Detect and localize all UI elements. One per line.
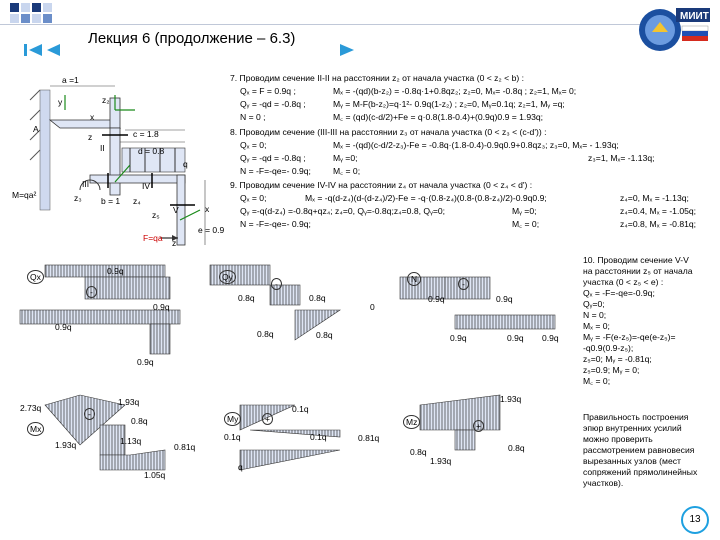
deco-square: [32, 3, 41, 12]
note-line: участков).: [583, 478, 624, 488]
mz-v4: 0.8q: [508, 443, 525, 453]
qy-v5: 0: [370, 302, 375, 312]
label-z5: z₅: [152, 210, 160, 220]
label-z-end: z: [172, 238, 177, 248]
university-logo-icon: [632, 2, 714, 54]
note-line: сопряжений прямолинейных: [583, 467, 698, 477]
label-IV: IV: [142, 181, 151, 191]
eq-qy-2: Qᵧ = -qd = -0.8q ;: [240, 99, 306, 109]
deco-square: [21, 14, 30, 23]
my-v4: 0.81q: [358, 433, 380, 443]
frame-diagram: [10, 70, 225, 255]
sign-minus: -: [458, 278, 469, 290]
dim-a: a =1: [62, 75, 79, 85]
label-II: II: [100, 143, 105, 153]
label-y1: y: [58, 97, 63, 107]
side-line: N = 0;: [583, 310, 607, 320]
eq-n-4: N = -F=-qe=- 0.9q;: [240, 219, 311, 229]
eq-mx-3: Mₓ = -(qd)(c-d/2-z₃)-Fe = -0.8q·(1.8-0.4)-0.9q0.9+0.8qz₃; z₃=0, Mₓ= - 1.93q;: [333, 140, 619, 150]
eq-mx-4b: z₄=0.4, Mₓ = -1.05q;: [620, 206, 697, 216]
eq-qx-3: Qₓ = 0;: [240, 140, 267, 150]
mx-v4: 1.93q: [55, 440, 77, 450]
side-line: M꜀ = 0;: [583, 376, 611, 386]
n-name: N: [407, 272, 421, 286]
n-v2: 0.9q: [496, 294, 513, 304]
mx-name: Mx: [27, 422, 44, 436]
eq-mx-2: Mₓ = -(qd)(b-z₂) = -0.8q·1+0.8qz₂; z₂=0, Mₓ= -0.8q ; z₂=1, Mₓ= 0;: [333, 86, 577, 96]
label-z2: z₂: [102, 95, 110, 105]
qy-name: Qy: [219, 270, 236, 284]
eq-qy-3: Qᵧ = -qd = -0.8q ;: [240, 153, 306, 163]
dim-d: d = 0.8: [138, 146, 165, 156]
mx-v6: 1.05q: [144, 470, 166, 480]
my-v2: 0.1q: [224, 432, 241, 442]
deco-square: [43, 14, 52, 23]
check-note: [583, 412, 697, 489]
nav-forward-button[interactable]: [338, 42, 358, 58]
deco-square: [21, 3, 30, 12]
logo-text: МИИТ: [680, 11, 709, 22]
label-z4: z₄: [133, 196, 141, 206]
mx-v5: 1.13q: [120, 436, 142, 446]
eq-n-2: N = 0 ;: [240, 112, 266, 122]
qx-v3: 0.9q: [55, 322, 72, 332]
deco-square: [43, 3, 52, 12]
side-line: на расстоянии z₅ от начала: [583, 266, 693, 276]
mz-v1: 1.93q: [500, 394, 522, 404]
qy-v4: 0.8q: [316, 330, 333, 340]
label-z: z: [88, 132, 93, 142]
page-title: Лекция 6 (продолжение – 6.3): [88, 30, 296, 47]
eq-qx-2: Qₓ = F = 0.9q ;: [240, 86, 296, 96]
label-z3: z₃: [74, 193, 82, 203]
label-x2: x: [205, 204, 210, 214]
eq-mx-3b: z₃=1, Mₓ= -1.13q;: [588, 153, 655, 163]
n-plot: [400, 277, 555, 329]
eq-qy-4: Qᵧ =-q(d-z₄) =-0.8q+qz₄; z₄=0, Qᵧ=-0.8q;z₄=0.8, Qᵧ=0;: [240, 206, 446, 216]
sign-minus: -: [271, 278, 282, 290]
eq-n-3: N = -F=-qe=- 0.9q;: [240, 166, 311, 176]
sign-plus: +: [262, 413, 273, 425]
note-line: рассмотрением равновесия: [583, 445, 695, 455]
note-line: Правильность построения: [583, 412, 689, 422]
label-III: III: [82, 179, 90, 189]
side-line: 10. Проводим сечение V-V: [583, 255, 689, 265]
mz-name: Mz: [403, 415, 420, 429]
eq-my-2: Mᵧ = M-F(b-z₂)=q·1²- 0.9q(1-z₂) ; z₂=0, Mᵧ=0.1q; z₂=1, Mᵧ =q;: [333, 99, 565, 109]
eq-mz-4: M꜀ = 0;: [512, 219, 540, 229]
mz-plot: [420, 395, 500, 450]
eq-mz-3: M꜀ = 0;: [333, 166, 361, 176]
side-text: [583, 255, 693, 387]
deco-square: [10, 3, 19, 12]
qy-v2: 0.8q: [309, 293, 326, 303]
side-line: z₅=0; Mᵧ = -0.81q;: [583, 354, 652, 364]
qx-v4: 0.9q: [137, 357, 154, 367]
mx-v2: 1.93q: [118, 397, 140, 407]
my-v5: q: [238, 462, 243, 472]
label-F: F=qa: [143, 233, 163, 243]
step9-title: 9. Проводим сечение IV-IV на расстоянии z₄ от начала участка (0 < z₄ < d') :: [230, 180, 533, 190]
eq-mz-2: M꜀ = (qd)(c-d/2)+Fe = q·0.8(1.8-0.4)+(0.9q)0.9 = 1.93q;: [333, 112, 544, 122]
note-line: можно проверить: [583, 434, 653, 444]
dim-b: b = 1: [101, 196, 121, 206]
eq-qx-4: Qₓ = 0;: [240, 193, 267, 203]
my-v1: 0.1q: [292, 404, 309, 414]
label-q: q: [183, 159, 188, 169]
label-x1: x: [90, 112, 95, 122]
side-line: участка (0 < z₅ < e) :: [583, 277, 664, 287]
mz-v2: 0.8q: [410, 447, 427, 457]
qy-v3: 0.8q: [257, 329, 274, 339]
side-line: Qᵧ=0;: [583, 299, 605, 309]
deco-square: [32, 14, 41, 23]
side-line: z₅=0.9; Mᵧ = 0;: [583, 365, 640, 375]
mx-v7: 0.81q: [174, 442, 196, 452]
n-v1: 0.9q: [428, 294, 445, 304]
mx-v3: 0.8q: [131, 416, 148, 426]
note-line: вырезанных узлов (мест: [583, 456, 681, 466]
mx-plot: [45, 395, 165, 470]
step8-title: 8. Проводим сечение (III-III на расстоянии z₃ от начала участка (0 < z₃ < (c-d')) :: [230, 127, 547, 137]
qx-name: Qx: [27, 270, 44, 284]
mz-v3: 1.93q: [430, 456, 452, 466]
label-V: V: [173, 205, 179, 215]
header-line: [0, 24, 640, 25]
side-line: -q0.9(0.9-z₅);: [583, 343, 634, 353]
my-name: My: [224, 412, 241, 426]
eq-my-4: Mᵧ =0;: [512, 206, 537, 216]
label-M: M=qa²: [12, 190, 37, 200]
eq-mx-4c: z₄=0.8, Mₓ = -0.81q;: [620, 219, 697, 229]
qy-v1: 0.8q: [238, 293, 255, 303]
sign-minus: -: [84, 408, 95, 420]
deco-square: [10, 14, 19, 23]
sign-plus: +: [473, 420, 484, 432]
side-line: Qₓ = -F=-qe=-0.9q;: [583, 288, 655, 298]
my-v3: 0.1q: [310, 432, 327, 442]
eq-my-3: Mᵧ =0;: [333, 153, 358, 163]
note-line: эпюр внутренних усилий: [583, 423, 682, 433]
eq-mx-4: Mₓ = -q(d-z₄)(d-(d-z₄)/2)-Fe = -q·(0.8-z₄)(0.8-(0.8-z₄)/2)-0.9q0.9;: [305, 193, 547, 203]
dim-c: c = 1.8: [133, 129, 159, 139]
n-v5: 0.9q: [542, 333, 559, 343]
label-A: A: [33, 124, 39, 134]
page-number: 13: [681, 506, 709, 534]
plots: [0, 255, 580, 540]
side-line: Mₓ = 0;: [583, 321, 610, 331]
side-line: Mᵧ = -F(e-z₅)=-qe(e-z₅)=: [583, 332, 676, 342]
n-v3: 0.9q: [450, 333, 467, 343]
mx-v1: 2.73q: [20, 403, 42, 413]
dim-e: e = 0.9: [198, 225, 225, 235]
eq-mx-4a: z₄=0, Mₓ = -1.13q;: [620, 193, 689, 203]
nav-back-button[interactable]: [24, 42, 74, 58]
n-v4: 0.9q: [507, 333, 524, 343]
sign-minus: -: [86, 286, 97, 298]
qx-v2: 0.9q: [153, 302, 170, 312]
qx-v1: 0.9q: [107, 266, 124, 276]
step7-title: 7. Проводим сечение II-II на расстоянии z₂ от начала участка (0 < z₂ < b) :: [230, 73, 524, 83]
